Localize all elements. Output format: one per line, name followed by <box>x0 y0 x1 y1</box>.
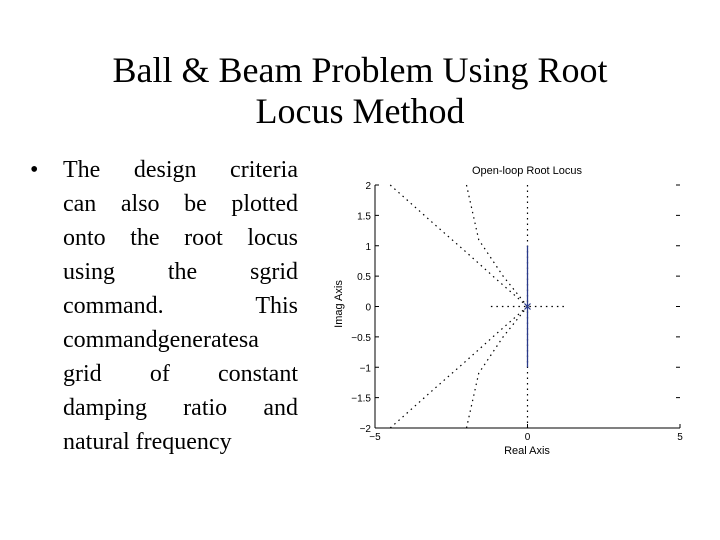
bullet-word: locus <box>247 225 298 251</box>
bullet-word: can <box>63 191 97 217</box>
bullet-line <box>63 153 298 187</box>
plot-ticks <box>351 181 683 443</box>
title-line-2: Locus Method <box>255 91 465 131</box>
bullet-word: The <box>63 157 101 183</box>
y-tick-label: 0 <box>365 302 371 314</box>
bullet-line <box>63 221 298 255</box>
bullet-word: ratio <box>183 395 228 421</box>
bullet-word: design <box>133 157 197 183</box>
bullet-word: commandgeneratesa <box>63 327 259 353</box>
bullet-word: the <box>130 225 160 251</box>
bullet-line <box>63 323 298 357</box>
bullet-line <box>63 357 298 391</box>
bullet-dot: • <box>30 157 39 183</box>
bullet-word: and <box>263 395 298 421</box>
x-tick-label: 5 <box>677 432 683 443</box>
bullet-line <box>63 391 298 425</box>
y-tick-label: 1.5 <box>357 211 371 223</box>
y-tick-label: 0.5 <box>357 272 371 284</box>
bullet-line <box>63 289 298 323</box>
bullet-line <box>63 187 298 221</box>
bullet-word: also <box>120 191 160 217</box>
bullet-word: using <box>63 259 116 285</box>
y-axis-label: Imag Axis <box>333 280 345 328</box>
natural-frequency-curve <box>467 185 528 307</box>
y-tick-label: −0.5 <box>351 332 371 344</box>
bullet-word: command. <box>63 293 164 319</box>
natural-frequency-curve-lower <box>467 307 528 429</box>
bullet-line <box>63 425 298 459</box>
bullet-word: onto <box>63 225 106 251</box>
plot-grid <box>390 185 564 428</box>
chart-title: Open-loop Root Locus <box>471 165 583 177</box>
bullet-word: the <box>167 259 198 285</box>
slide-title <box>40 50 680 132</box>
bullet-line <box>63 255 298 289</box>
bullet-word: of <box>149 361 170 387</box>
bullet-word: plotted <box>231 191 298 217</box>
bullet-word: This <box>255 293 298 319</box>
x-axis-label: Real Axis <box>504 445 550 457</box>
bullet-word: grid <box>63 361 102 387</box>
bullet-lines <box>30 153 298 459</box>
x-tick-label: −5 <box>369 432 381 443</box>
damping-ratio-line <box>390 307 527 429</box>
y-tick-label: −1.5 <box>351 393 371 405</box>
y-tick-label: 2 <box>365 181 371 192</box>
bullet-word: sgrid <box>250 259 298 285</box>
root-locus-plot <box>330 158 700 458</box>
x-tick-label: 0 <box>524 432 531 443</box>
bullet-word: criteria <box>230 157 298 183</box>
bullet-word: frequency <box>135 429 232 455</box>
y-tick-label: −2 <box>359 424 371 435</box>
y-tick-label: 1 <box>365 241 371 253</box>
damping-ratio-line <box>390 185 527 307</box>
bullet-word: constant <box>218 361 298 387</box>
bullet-word: natural <box>63 429 130 455</box>
bullet-text <box>30 153 298 459</box>
bullet-word: root <box>184 225 223 251</box>
title-line-1: Ball & Beam Problem Using Root <box>112 50 608 90</box>
y-tick-label: −1 <box>359 363 371 375</box>
bullet-word: damping <box>63 395 147 421</box>
bullet-word: be <box>184 191 207 217</box>
